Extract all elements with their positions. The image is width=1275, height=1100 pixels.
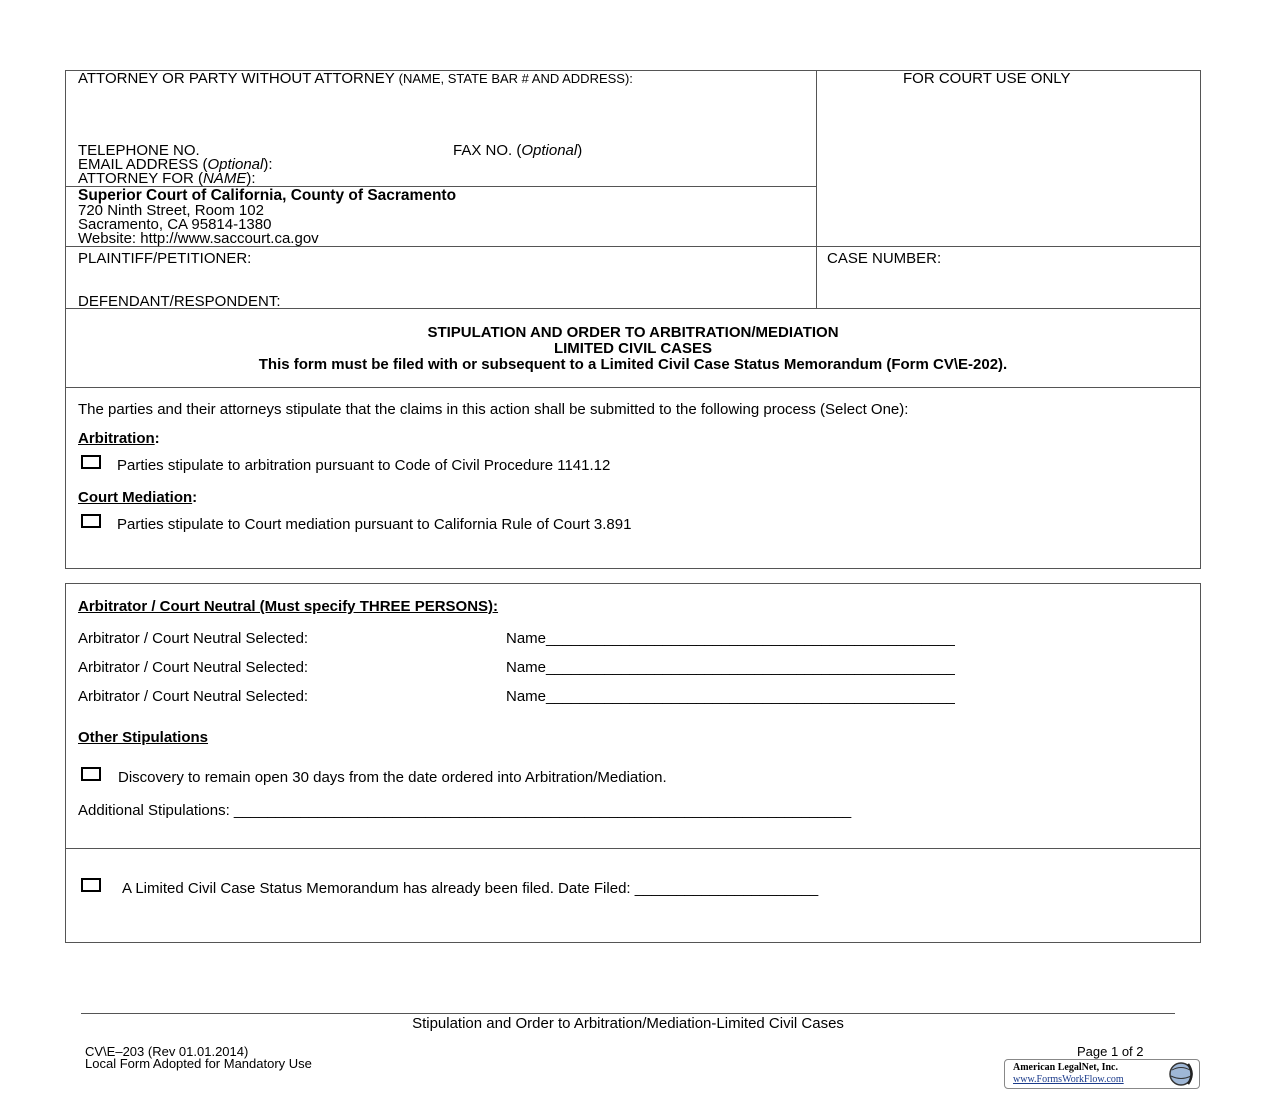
- discovery-label: Discovery to remain open 30 days from the date ordered into Arbitration/Mediation.: [118, 769, 667, 786]
- form-title-line2: LIMITED CIVIL CASES: [553, 340, 713, 357]
- neutral-label-2: Arbitrator / Court Neutral Selected:: [78, 659, 309, 676]
- memo-filed-checkbox[interactable]: [81, 878, 101, 892]
- neutral-name-field-1[interactable]: Name_________________________________________________: [506, 630, 955, 647]
- court-address-line1: 720 Ninth Street, Room 102: [78, 202, 264, 219]
- mediation-checkbox[interactable]: [81, 514, 101, 528]
- logo-company-name: American LegalNet, Inc.: [1013, 1062, 1118, 1073]
- arbitration-heading: Arbitration:: [78, 430, 160, 447]
- court-name: Superior Court of California, County of Sacramento: [78, 187, 457, 204]
- header-divider: [816, 70, 817, 309]
- arbitration-checkbox[interactable]: [81, 455, 101, 469]
- email-label[interactable]: EMAIL ADDRESS (Optional):: [78, 156, 273, 173]
- mandatory-note: Local Form Adopted for Mandatory Use: [85, 1056, 312, 1071]
- court-website: Website: http://www.saccourt.ca.gov: [78, 230, 319, 247]
- defendant-label[interactable]: DEFENDANT/RESPONDENT:: [78, 293, 281, 310]
- memo-filed-label: A Limited Civil Case Status Memorandum has already been filed. Date Filed: ______________________: [122, 880, 819, 897]
- plaintiff-label[interactable]: PLAINTIFF/PETITIONER:: [78, 250, 252, 267]
- arbitration-option-label: Parties stipulate to arbitration pursuant to Code of Civil Procedure 1141.12: [117, 457, 611, 474]
- memo-divider: [65, 848, 1201, 849]
- footer-rule: [81, 1013, 1175, 1014]
- footer-title: Stipulation and Order to Arbitration/Mediation-Limited Civil Cases: [412, 1015, 844, 1032]
- neutral-name-field-3[interactable]: Name_________________________________________________: [506, 688, 955, 705]
- court-address-line2: Sacramento, CA 95814-1380: [78, 216, 272, 233]
- case-number-label[interactable]: CASE NUMBER:: [827, 250, 942, 267]
- neutral-label-3: Arbitrator / Court Neutral Selected:: [78, 688, 309, 705]
- legalnet-logo[interactable]: [1004, 1059, 1200, 1089]
- form-title-line3: This form must be filed with or subsequent to a Limited Civil Case Status Memorandum (Form CV\E-202).: [258, 356, 1008, 373]
- mediation-heading: Court Mediation:: [78, 489, 198, 506]
- attorney-label: ATTORNEY OR PARTY WITHOUT ATTORNEY (NAME, STATE BAR # AND ADDRESS):: [78, 70, 633, 87]
- telephone-label[interactable]: TELEPHONE NO.: [78, 142, 200, 159]
- fax-label[interactable]: FAX NO. (Optional): [453, 142, 583, 159]
- neutral-label-1: Arbitrator / Court Neutral Selected:: [78, 630, 309, 647]
- other-stipulations-heading: Other Stipulations: [78, 729, 209, 746]
- form-id: CV\E–203 (Rev 01.01.2014): [85, 1044, 249, 1059]
- discovery-checkbox[interactable]: [81, 767, 101, 781]
- neutrals-heading: Arbitrator / Court Neutral (Must specify THREE PERSONS):: [78, 598, 499, 615]
- process-intro: The parties and their attorneys stipulate that the claims in this action shall be submitted to the following process (Select One):: [78, 401, 909, 418]
- attorney-for-label[interactable]: ATTORNEY FOR (NAME):: [78, 170, 256, 187]
- additional-stipulations-field[interactable]: Additional Stipulations: __________________________________________________________________________: [78, 802, 852, 819]
- logo-url[interactable]: www.FormsWorkFlow.com: [1013, 1074, 1124, 1085]
- neutral-name-field-2[interactable]: Name_________________________________________________: [506, 659, 955, 676]
- court-use-label: FOR COURT USE ONLY: [903, 70, 1071, 87]
- globe-icon: [1166, 1061, 1196, 1087]
- mediation-option-label: Parties stipulate to Court mediation pursuant to California Rule of Court 3.891: [117, 516, 632, 533]
- page-number: Page 1 of 2: [1077, 1044, 1144, 1059]
- form-title-line1: STIPULATION AND ORDER TO ARBITRATION/MEDIATION: [427, 324, 839, 341]
